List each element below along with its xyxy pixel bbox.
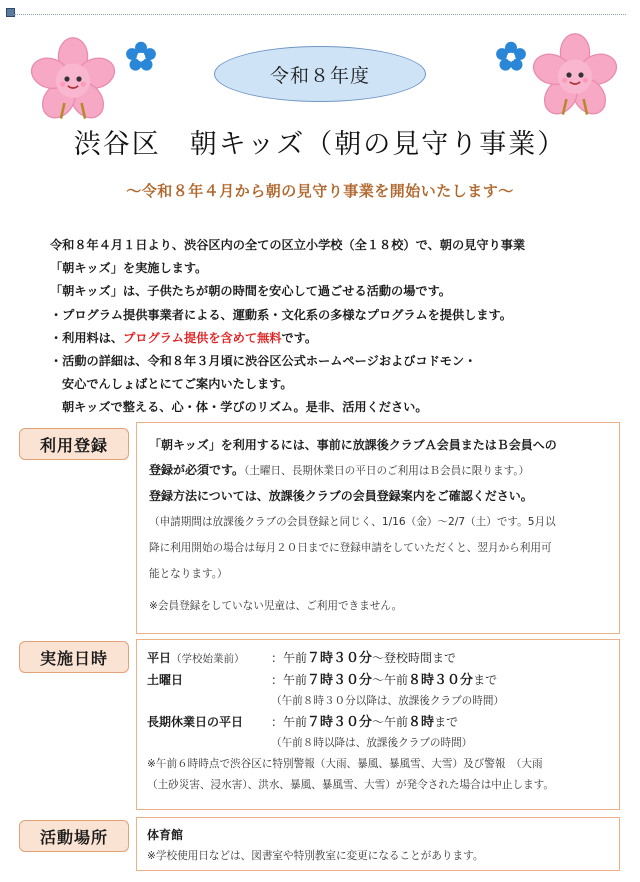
- registration-line: 登録方法については、放課後クラブの会員登録案内をご確認ください。: [149, 489, 533, 503]
- schedule-time: ８時: [408, 715, 435, 730]
- schedule-label: 実施日時: [19, 641, 129, 673]
- registration-period-line: 能となります。）: [149, 568, 228, 580]
- schedule-suffix: ～登校時間まで: [372, 651, 457, 665]
- location-note: ※学校使用日などは、図書室や特別教室に変更になることがあります。: [147, 850, 484, 862]
- schedule-row-weekday: [147, 648, 611, 670]
- schedule-time: ７時３０分: [307, 673, 373, 688]
- blue-flower-icon: [124, 40, 158, 74]
- sakura-mascot-icon: [532, 32, 618, 118]
- intro-line: 「朝キッズ」は、子供たちが朝の時間を安心して過ごせる活動の場です。: [50, 284, 451, 299]
- fee-prefix: ・利用料は、: [50, 330, 124, 345]
- top-dotted-rule: [14, 14, 626, 15]
- schedule-row-saturday: [147, 670, 611, 691]
- registration-required: 登録が必須です。: [149, 463, 245, 477]
- registration-caution: ※会員登録をしていない児童は、ご利用できません。: [149, 600, 403, 612]
- schedule-prefix: ：午前: [271, 715, 308, 729]
- schedule-key: 長期休業日の平日: [147, 715, 244, 729]
- year-badge: 令和８年度: [214, 46, 426, 102]
- schedule-row-holiday: [147, 712, 611, 733]
- schedule-key: 土曜日: [147, 673, 184, 687]
- registration-line: [149, 458, 609, 484]
- location-place: 体育館: [147, 828, 184, 842]
- schedule-key: 平日: [147, 651, 172, 665]
- closing-line: 朝キッズで整える、心・体・学びのリズム。是非、活用ください。: [62, 400, 428, 415]
- sakura-mascot-icon: [30, 36, 116, 122]
- detail-line: 安心でんしょばとにてご案内いたします。: [62, 377, 293, 392]
- schedule-prefix: ：午前: [271, 673, 308, 687]
- weather-warning-line: （土砂災害、浸水害）、洪水、暴風、暴風雪、大雪）が発令された場合は中止します。: [147, 779, 555, 791]
- registration-box: [136, 422, 620, 634]
- registration-member-note: （土曜日、長期休業日の平日のご利用はＢ会員に限ります。）: [244, 465, 530, 477]
- intro-text: [50, 234, 610, 420]
- schedule-time: ８時３０分: [408, 673, 474, 688]
- registration-label: 利用登録: [19, 428, 129, 460]
- schedule-note: （午前８時３０分以降は、放課後クラブの時間）: [271, 695, 505, 707]
- schedule-mid: ～午前: [372, 715, 409, 729]
- intro-line: 令和８年４月１日より、渋谷区内の全ての区立小学校（全１８校）で、朝の見守り事業: [50, 238, 526, 252]
- schedule-suffix: まで: [434, 715, 459, 729]
- intro-line: 「朝キッズ」を実施します。: [50, 261, 208, 276]
- detail-line: ・活動の詳細は、令和８年３月頃に渋谷区公式ホームページおよびコドモン・: [50, 354, 477, 369]
- schedule-mid: ～午前: [372, 673, 409, 687]
- schedule-box: [136, 639, 620, 810]
- schedule-time: ７時３０分: [307, 715, 373, 730]
- page-title: 渋谷区 朝キッズ（朝の見守り事業）: [73, 129, 567, 160]
- fee-suffix: です。: [281, 330, 318, 345]
- location-box: [136, 817, 620, 871]
- schedule-suffix: まで: [473, 673, 498, 687]
- corner-marker: [6, 8, 15, 17]
- registration-period-line: （申請期間は放課後クラブの会員登録と同じく、1/16（金）～2/7（土）です。5月以: [149, 516, 556, 528]
- fee-line: [50, 327, 610, 350]
- location-label: 活動場所: [19, 820, 129, 852]
- registration-line: 「朝キッズ」を利用するには、事前に放課後クラブＡ会員またはＢ会員への: [149, 438, 557, 452]
- intro-line: ・プログラム提供事業者による、運動系・文化系の多様なプログラムを提供します。: [50, 307, 512, 322]
- fee-highlight: プログラム提供を含めて無料: [123, 330, 282, 345]
- blue-flower-icon: [494, 40, 528, 74]
- schedule-key-note: （学校始業前）: [171, 653, 245, 665]
- weather-warning-line: ※午前６時時点で渋谷区に特別警報（大雨、暴風、暴風雪、大雪）及び警報 （大雨: [147, 758, 543, 770]
- page-subtitle: ～令和８年４月から朝の見守り事業を開始いたします～: [126, 182, 514, 200]
- schedule-prefix: ：午前: [271, 651, 308, 665]
- schedule-note: （午前８時以降は、放課後クラブの時間）: [271, 737, 473, 749]
- registration-period-line: 降に利用開始の場合は毎月２０日までに登録申請をしていただくと、翌月から利用可: [149, 542, 552, 554]
- schedule-time: ７時３０分: [307, 651, 373, 666]
